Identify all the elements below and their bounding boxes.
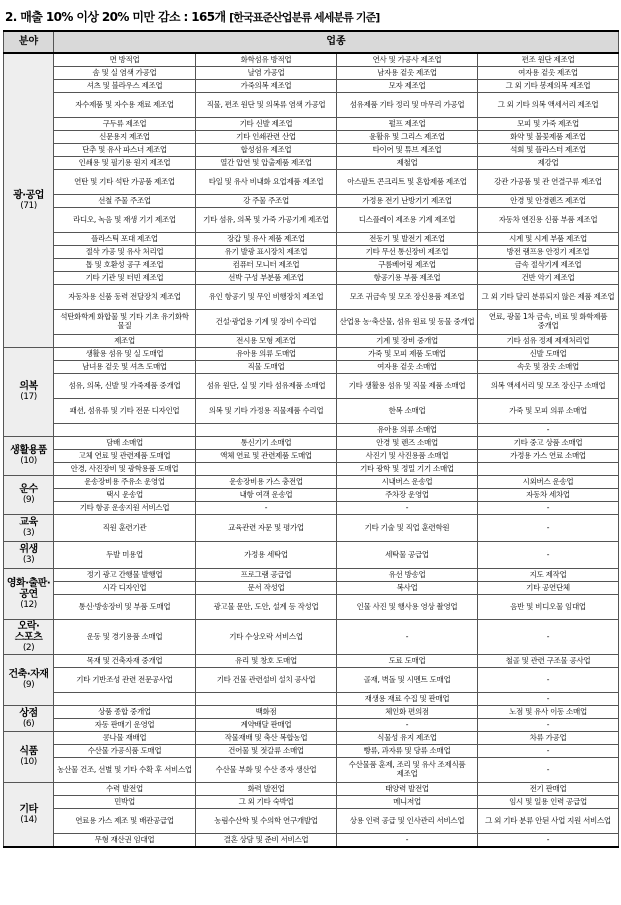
industry-cell: 민박업: [54, 796, 196, 809]
industry-cell: 노점 및 유사 이동 소매업: [478, 706, 619, 719]
industry-cell: 컴퓨터 모니터 제조업: [196, 259, 337, 272]
category-count: (12): [20, 599, 37, 610]
industry-cell: 수산물 가공식품 도매업: [54, 745, 196, 758]
industry-cell: 기타 생활용 섬유 및 직물 제품 소매업: [337, 374, 478, 399]
table-row: [4, 131, 619, 144]
industry-cell: 타이어 및 튜브 제조업: [337, 144, 478, 157]
industry-cell: 기타 공연단체: [478, 582, 619, 595]
industry-cell: -: [478, 424, 619, 437]
industry-cell: 연료용 가스 제조 및 배관공급업: [54, 809, 196, 834]
industry-cell: 여자용 겉옷 제조업: [478, 67, 619, 80]
industry-cell: 작물재배 및 축산 복합농업: [196, 732, 337, 745]
title-subtitle: [한국표준산업분류 세세분류 기준]: [229, 11, 380, 24]
table-row: [4, 542, 619, 569]
industry-cell: 연사 및 가공사 제조업: [337, 53, 478, 67]
industry-cell: 체인화 편의점: [337, 706, 478, 719]
industry-cell: 제조업: [54, 335, 196, 348]
industry-cell: 목재 및 건축자재 중개업: [54, 655, 196, 668]
industry-cell: 화학섬유 방적업: [196, 53, 337, 67]
industry-cell: 섬유 원단, 실 및 기타 섬유제품 소매업: [196, 374, 337, 399]
industry-cell: 상품 종합 중개업: [54, 706, 196, 719]
category-count: (3): [22, 555, 35, 565]
industry-cell: 담배 소매업: [54, 437, 196, 450]
category-name: 광·공업: [13, 189, 44, 201]
industry-cell: 강 주물 주조업: [196, 195, 337, 208]
table-row: [4, 706, 619, 719]
industry-cell: 자동차 세차업: [478, 489, 619, 502]
industry-cell: 건어물 및 젓갈류 소매업: [196, 745, 337, 758]
table-row: [4, 170, 619, 195]
industry-cell: 자동차 엔진용 신품 부품 제조업: [478, 208, 619, 233]
industry-cell: 계약배달 판매업: [196, 719, 337, 732]
industry-cell: 한복 소매업: [337, 399, 478, 424]
industry-cell: 유리 및 창호 도매업: [196, 655, 337, 668]
industry-cell: 화약 및 불꽃제품 제조업: [478, 131, 619, 144]
industry-cell: 상용 인력 공급 및 인사관리 서비스업: [337, 809, 478, 834]
table-row: [4, 374, 619, 399]
table-row: [4, 437, 619, 450]
table-row: [4, 67, 619, 80]
industry-cell: 패션, 섬유류 및 기타 전문 디자인업: [54, 399, 196, 424]
industry-cell: 전시용 모형 제조업: [196, 335, 337, 348]
industry-cell: 면 방적업: [54, 53, 196, 67]
category-cell: [4, 476, 54, 515]
industry-cell: 남자용 겉옷 제조업: [337, 67, 478, 80]
industry-cell: 연료, 광물 1차 금속, 비료 및 화학제품 중개업: [478, 310, 619, 335]
industry-cell: 택시 운송업: [54, 489, 196, 502]
table-row: [4, 335, 619, 348]
industry-cell: 편조 원단 제조업: [478, 53, 619, 67]
industry-cell: -: [478, 502, 619, 515]
table-row: [4, 450, 619, 463]
industry-cell: 유아용 의류 소매업: [337, 424, 478, 437]
industry-cell: 남녀용 겉옷 및 셔츠 도매업: [54, 361, 196, 374]
industry-cell: -: [478, 745, 619, 758]
industry-cell: 기타 섬유 정제 제재처리업: [478, 335, 619, 348]
industry-cell: 철골 및 관련 구조물 공사업: [478, 655, 619, 668]
industry-cell: 인쇄용 및 필기용 원지 제조업: [54, 157, 196, 170]
industry-cell: 가죽의복 제조업: [196, 80, 337, 93]
table-row: [4, 620, 619, 655]
industry-cell: [196, 693, 337, 706]
industry-cell: -: [478, 719, 619, 732]
industry-cell: 음반 및 비디오물 임대업: [478, 595, 619, 620]
category-count: (2): [22, 642, 35, 653]
category-name: 운수: [19, 484, 38, 495]
category-name: 위생: [19, 544, 38, 555]
industry-cell: 금속 절삭기계 제조업: [478, 259, 619, 272]
table-row: [4, 157, 619, 170]
industry-cell: 기타 항공 운송지원 서비스업: [54, 502, 196, 515]
industry-cell: 석회 및 플라스터 제조업: [478, 144, 619, 157]
table-row: [4, 233, 619, 246]
category-cell: [4, 706, 54, 732]
industry-cell: -: [196, 502, 337, 515]
industry-table: [3, 30, 619, 848]
table-row: [4, 783, 619, 796]
table-row: [4, 424, 619, 437]
industry-cell: 도료 도매업: [337, 655, 478, 668]
industry-cell: 프로그램 공급업: [196, 569, 337, 582]
industry-cell: 선박 구성 부분품 제조업: [196, 272, 337, 285]
industry-cell: 구름베어링 제조업: [337, 259, 478, 272]
industry-cell: 기타 기술 및 직업 훈련학원: [337, 515, 478, 542]
category-cell: [4, 783, 54, 848]
table-row: [4, 796, 619, 809]
header-industry: 업종: [54, 31, 619, 53]
industry-cell: 무형 재산권 임대업: [54, 834, 196, 848]
industry-cell: 방전 램프용 안정기 제조업: [478, 246, 619, 259]
industry-cell: 라디오, 녹음 및 재생 기기 제조업: [54, 208, 196, 233]
industry-cell: 기계 및 장비 중개업: [337, 335, 478, 348]
category-count: (10): [20, 757, 37, 767]
industry-cell: 연탄 및 기타 석탄 가공품 제조업: [54, 170, 196, 195]
title-main: 2. 매출 10% 이상 20% 미만 감소 : 165개: [5, 10, 226, 24]
category-cell: [4, 437, 54, 476]
category-cell: [4, 620, 54, 655]
table-row: [4, 693, 619, 706]
category-count: (71): [20, 200, 37, 211]
industry-cell: 통신·방송장비 및 부품 도매업: [54, 595, 196, 620]
table-row: [4, 719, 619, 732]
table-row: [4, 259, 619, 272]
category-name: 상점: [19, 707, 38, 719]
industry-cell: 가정용 세탁업: [196, 542, 337, 569]
industry-cell: 운송장비용 주유소 운영업: [54, 476, 196, 489]
header-field: 분야: [4, 31, 54, 53]
industry-cell: 운동 및 경기용품 소매업: [54, 620, 196, 655]
table-row: [4, 834, 619, 848]
industry-cell: 디스플레이 제조용 기계 제조업: [337, 208, 478, 233]
industry-cell: 결혼 상담 및 준비 서비스업: [196, 834, 337, 848]
industry-cell: 기타 신발 제조업: [196, 118, 337, 131]
industry-cell: 강관 가공품 및 관 연결구류 제조업: [478, 170, 619, 195]
category-count: (10): [20, 456, 37, 466]
category-count: (14): [20, 814, 37, 825]
industry-cell: 타일 및 유사 비내화 요업제품 제조업: [196, 170, 337, 195]
industry-cell: 사진기 및 사진용품 소매업: [337, 450, 478, 463]
table-row: [4, 655, 619, 668]
industry-cell: -: [337, 620, 478, 655]
industry-cell: -: [478, 693, 619, 706]
industry-cell: 여자용 겉옷 소매업: [337, 361, 478, 374]
industry-cell: 기타 광학 및 정밀 기기 소매업: [337, 463, 478, 476]
page-title: [3, 4, 618, 30]
table-row: [4, 758, 619, 783]
industry-cell: 섬유, 의복, 신발 및 가죽제품 중개업: [54, 374, 196, 399]
table-row: [4, 745, 619, 758]
industry-cell: 합성섬유 제조업: [196, 144, 337, 157]
industry-cell: 유선 방송업: [337, 569, 478, 582]
industry-cell: 인물 사진 및 행사용 영상 촬영업: [337, 595, 478, 620]
industry-cell: 모피 및 가죽 제조업: [478, 118, 619, 131]
industry-cell: 제철업: [337, 157, 478, 170]
industry-cell: 자수제품 및 자수용 재료 제조업: [54, 93, 196, 118]
industry-cell: -: [337, 502, 478, 515]
industry-cell: 농산물 건조, 선별 및 기타 수확 후 서비스업: [54, 758, 196, 783]
category-name: 오락·스포츠: [14, 620, 43, 643]
industry-cell: 기타 인쇄관련 산업: [196, 131, 337, 144]
table-row: [4, 569, 619, 582]
industry-cell: 신문용지 제조업: [54, 131, 196, 144]
industry-cell: 수산물품 훈제, 조리 및 유사 조제식품 제조업: [337, 758, 478, 783]
industry-cell: 톱 및 호환성 공구 제조업: [54, 259, 196, 272]
industry-cell: 안경, 사진장비 및 광학용품 도매업: [54, 463, 196, 476]
table-row: [4, 489, 619, 502]
industry-cell: 모조 귀금속 및 모조 장신용품 제조업: [337, 285, 478, 310]
industry-cell: 셔츠 및 블라우스 제조업: [54, 80, 196, 93]
industry-cell: 가정용 전기 난방기기 제조업: [337, 195, 478, 208]
category-name: 건축·자재: [8, 669, 49, 680]
industry-cell: 열간 압연 및 압출제품 제조업: [196, 157, 337, 170]
industry-cell: 문서 작성업: [196, 582, 337, 595]
industry-cell: 기타 섬유, 의복 및 가죽 가공기계 제조업: [196, 208, 337, 233]
industry-cell: 절삭 가공 및 유사 처리업: [54, 246, 196, 259]
industry-cell: 메니저업: [337, 796, 478, 809]
table-header-row: [4, 31, 619, 53]
industry-cell: 액체 연료 및 관련제품 도매업: [196, 450, 337, 463]
industry-cell: 안경 및 렌즈 소매업: [337, 437, 478, 450]
industry-cell: 그 외 기타 달리 분류되지 않은 제품 제조업: [478, 285, 619, 310]
industry-cell: [196, 463, 337, 476]
industry-cell: 제강업: [478, 157, 619, 170]
category-count: (3): [22, 528, 35, 538]
industry-cell: 골재, 벽돌 및 시멘트 도매업: [337, 668, 478, 693]
industry-cell: 주차장 운영업: [337, 489, 478, 502]
industry-cell: 유아용 의류 도매업: [196, 348, 337, 361]
industry-cell: 유기 발광 표시장치 제조업: [196, 246, 337, 259]
industry-cell: 세탁물 공급업: [337, 542, 478, 569]
industry-cell: 그 외 기타 의복 액세서리 제조업: [478, 93, 619, 118]
table-row: [4, 476, 619, 489]
industry-cell: 교육관련 자문 및 평가업: [196, 515, 337, 542]
industry-cell: 석탄화학계 화합물 및 기타 기초 유기화학 물질: [54, 310, 196, 335]
industry-cell: 차류 가공업: [478, 732, 619, 745]
industry-cell: 안경 및 안경렌즈 제조업: [478, 195, 619, 208]
industry-cell: [478, 463, 619, 476]
table-row: [4, 53, 619, 67]
industry-cell: 그 외 기타 분류 안된 사업 지원 서비스업: [478, 809, 619, 834]
industry-cell: 건설·광업용 기계 및 장비 수리업: [196, 310, 337, 335]
industry-cell: -: [478, 515, 619, 542]
industry-cell: 의복 및 기타 가정용 직물제품 수리업: [196, 399, 337, 424]
industry-cell: 직물, 편조 원단 및 의복류 염색 가공업: [196, 93, 337, 118]
table-row: [4, 80, 619, 93]
industry-cell: 기타 무선 통신장비 제조업: [337, 246, 478, 259]
industry-cell: 유인 항공기 및 무인 비행장치 제조업: [196, 285, 337, 310]
industry-cell: 시내버스 운송업: [337, 476, 478, 489]
category-name: 영화·출판·공연: [6, 577, 51, 600]
category-name: 생활용품: [10, 445, 47, 456]
industry-cell: 광고물 문안, 도안, 설계 등 작성업: [196, 595, 337, 620]
industry-cell: 복사업: [337, 582, 478, 595]
industry-cell: 장갑 및 유사 제품 제조업: [196, 233, 337, 246]
industry-cell: 통신기기 소매업: [196, 437, 337, 450]
category-count: (9): [22, 495, 35, 505]
table-row: [4, 463, 619, 476]
industry-cell: 시외버스 운송업: [478, 476, 619, 489]
table-row: [4, 195, 619, 208]
industry-cell: 콩나물 재배업: [54, 732, 196, 745]
table-row: [4, 732, 619, 745]
industry-cell: 직물 도매업: [196, 361, 337, 374]
industry-cell: -: [478, 620, 619, 655]
industry-cell: 재생용 재료 수집 및 판매업: [337, 693, 478, 706]
table-row: [4, 399, 619, 424]
industry-cell: 기타 수상오락 서비스업: [196, 620, 337, 655]
category-count: (17): [20, 392, 37, 402]
category-cell: [4, 569, 54, 620]
industry-cell: -: [478, 758, 619, 783]
industry-cell: 펄프 제조업: [337, 118, 478, 131]
industry-cell: 전기 판매업: [478, 783, 619, 796]
industry-cell: 선철 주물 주조업: [54, 195, 196, 208]
category-cell: [4, 53, 54, 348]
industry-cell: 지도 제작업: [478, 569, 619, 582]
industry-cell: 태양력 발전업: [337, 783, 478, 796]
category-cell: [4, 655, 54, 706]
table-row: [4, 582, 619, 595]
industry-cell: 수력 발전업: [54, 783, 196, 796]
industry-cell: 두발 미용업: [54, 542, 196, 569]
industry-cell: 플라스틱 포대 제조업: [54, 233, 196, 246]
category-cell: [4, 348, 54, 437]
category-cell: [4, 515, 54, 542]
category-name: 식품: [19, 746, 38, 757]
table-row: [4, 144, 619, 157]
industry-cell: 기타 기반조성 관련 전문공사업: [54, 668, 196, 693]
industry-cell: 시계 및 시계 부품 제조업: [478, 233, 619, 246]
industry-cell: 임시 및 일용 인력 공급업: [478, 796, 619, 809]
table-row: [4, 809, 619, 834]
table-row: [4, 361, 619, 374]
table-row: [4, 310, 619, 335]
industry-cell: 구두류 제조업: [54, 118, 196, 131]
category-name: 의복: [19, 381, 38, 392]
industry-cell: -: [478, 542, 619, 569]
industry-cell: [54, 693, 196, 706]
industry-cell: 산업용 농·축산물, 섬유 원료 및 동물 중개업: [337, 310, 478, 335]
industry-cell: 모자 제조업: [337, 80, 478, 93]
industry-cell: 화력 발전업: [196, 783, 337, 796]
industry-cell: -: [337, 719, 478, 732]
industry-cell: 정기 광고 간행물 발행업: [54, 569, 196, 582]
industry-cell: 가정용 가스 연료 소매업: [478, 450, 619, 463]
industry-cell: 가죽 및 모피 의류 소매업: [478, 399, 619, 424]
table-row: [4, 118, 619, 131]
industry-cell: -: [478, 668, 619, 693]
category-name: 기타: [19, 803, 38, 815]
table-row: [4, 348, 619, 361]
industry-cell: 윤활유 및 그리스 제조업: [337, 131, 478, 144]
industry-cell: 식물성 유지 제조업: [337, 732, 478, 745]
industry-cell: 기타 건물 관련설비 설치 공사업: [196, 668, 337, 693]
category-count: (9): [22, 680, 35, 690]
table-row: [4, 595, 619, 620]
industry-cell: -: [478, 834, 619, 848]
industry-cell: 솜 및 실 염색 가공업: [54, 67, 196, 80]
industry-cell: 섬유제품 기타 정리 및 마무리 가공업: [337, 93, 478, 118]
industry-cell: 빵류, 과자류 및 당류 소매업: [337, 745, 478, 758]
industry-cell: 날염 가공업: [196, 67, 337, 80]
industry-cell: 내항 여객 운송업: [196, 489, 337, 502]
category-count: (6): [22, 718, 35, 729]
industry-cell: 시각 디자인업: [54, 582, 196, 595]
industry-cell: 그 외 기타 봉제의복 제조업: [478, 80, 619, 93]
category-name: 교육: [19, 517, 38, 528]
industry-cell: 농림수산학 및 수의학 연구개발업: [196, 809, 337, 834]
industry-cell: 수산물 부화 및 수산 종자 생산업: [196, 758, 337, 783]
industry-cell: 직원 훈련기관: [54, 515, 196, 542]
industry-cell: 자동차용 신품 동력 전달장치 제조업: [54, 285, 196, 310]
category-cell: [4, 732, 54, 783]
industry-cell: -: [337, 834, 478, 848]
industry-cell: 신발 도매업: [478, 348, 619, 361]
industry-cell: 항공기용 부품 제조업: [337, 272, 478, 285]
table-body: [4, 53, 619, 847]
industry-cell: 기타 중고 상품 소매업: [478, 437, 619, 450]
table-row: [4, 285, 619, 310]
industry-cell: 기타 기관 및 터빈 제조업: [54, 272, 196, 285]
table-row: [4, 515, 619, 542]
industry-cell: 의복 액세서리 및 모조 장신구 소매업: [478, 374, 619, 399]
table-row: [4, 208, 619, 233]
industry-cell: 전동기 및 발전기 제조업: [337, 233, 478, 246]
industry-cell: 건반 악기 제조업: [478, 272, 619, 285]
table-row: [4, 246, 619, 259]
industry-cell: 단추 및 유사 파스너 제조업: [54, 144, 196, 157]
category-cell: [4, 542, 54, 569]
industry-cell: 가죽 및 모피 제품 도매업: [337, 348, 478, 361]
table-row: [4, 502, 619, 515]
table-row: [4, 93, 619, 118]
industry-cell: 자동 판매기 운영업: [54, 719, 196, 732]
industry-cell: 아스팔트 콘크리트 및 혼합제품 제조업: [337, 170, 478, 195]
industry-cell: 운송장비용 가스 충전업: [196, 476, 337, 489]
industry-cell: 백화점: [196, 706, 337, 719]
table-row: [4, 668, 619, 693]
table-row: [4, 272, 619, 285]
industry-cell: 생활용 섬유 및 실 도매업: [54, 348, 196, 361]
industry-cell: 그 외 기타 숙박업: [196, 796, 337, 809]
industry-cell: 속옷 및 잠옷 소매업: [478, 361, 619, 374]
industry-cell: [196, 424, 337, 437]
industry-cell: 고체 연료 및 관련제품 도매업: [54, 450, 196, 463]
industry-cell: [54, 424, 196, 437]
